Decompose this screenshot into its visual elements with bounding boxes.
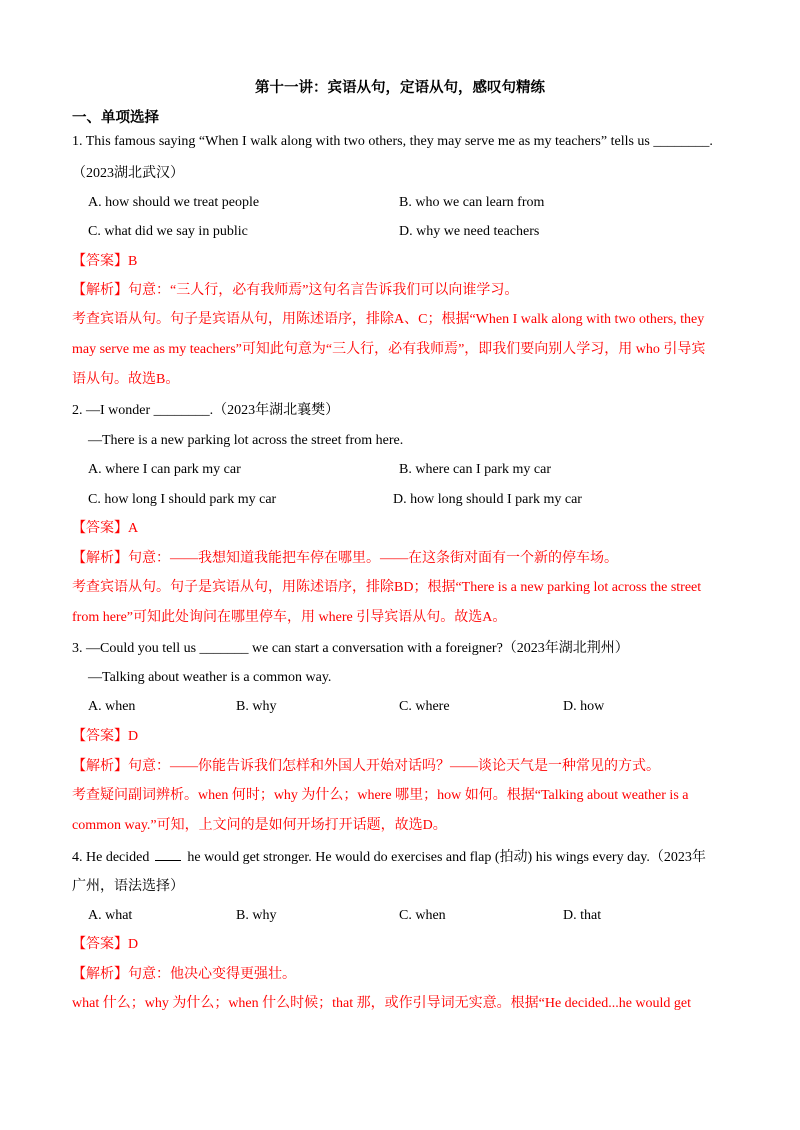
question-4-option-c: C. when [399, 908, 446, 923]
question-3-option-b: B. why [236, 699, 277, 714]
question-3-analysis-line-3: common way.”可知，上文问的是如何开场打开话题，故选D。 [72, 818, 447, 833]
question-1-analysis-line-2: 考查宾语从句。句子是宾语从句，用陈述语序，排除A、C；根据“When I walk along with two others, they [72, 312, 705, 327]
question-4-stem-line-2: 广州，语法选择） [72, 879, 184, 894]
question-2-option-c: C. how long I should park my car [88, 492, 277, 507]
question-2-analysis-line-2: 考查宾语从句。句子是宾语从句，用陈述语序，排除BD；根据“There is a new parking lot across the street [72, 580, 702, 595]
question-3-stem-line-2: —Talking about weather is a common way. [88, 670, 332, 685]
section-heading: 一、单项选择 [72, 110, 159, 126]
question-3-analysis-line-2: 考查疑问副词辨析。when 何时；why 为什么；where 哪里；how 如何。根据“Talking about weather is a [72, 788, 689, 803]
question-4-analysis-line-1: 【解析】句意：他决心变得更强壮。 [72, 967, 296, 982]
question-1-answer: 【答案】B [72, 254, 138, 269]
question-4-answer: 【答案】D [72, 937, 139, 952]
question-1-stem-line-2: （2023湖北武汉） [72, 166, 184, 181]
question-2-answer: 【答案】A [72, 521, 139, 536]
question-2-analysis-line-3: from here”可知此处询问在哪里停车，用 where 引导宾语从句。故选A。 [72, 610, 507, 625]
question-1-option-c: C. what did we say in public [88, 224, 248, 239]
answer-blank [155, 848, 181, 861]
question-4-stem-part-1: 4. He decided [72, 850, 150, 865]
question-1-option-d: D. why we need teachers [399, 224, 540, 239]
question-3-option-a: A. when [88, 699, 136, 714]
question-4-stem-part-2: he would get stronger. He would do exercises and flap (拍动) his wings every day.（2023年 [187, 850, 706, 865]
question-1-option-a: A. how should we treat people [88, 195, 260, 210]
question-4-analysis-line-2: what 什么；why 为什么；when 什么时候；that 那，或作引导词无实意。根据“He decided...he would get [72, 996, 692, 1011]
question-1-stem-line-1: 1. This famous saying “When I walk along with two others, they may serve me as my teachers” tells us ________. [72, 134, 713, 149]
question-4-option-a: A. what [88, 908, 133, 923]
question-2-stem-line-1: 2. —I wonder ________.（2023年湖北襄樊） [72, 403, 340, 418]
question-2-option-b: B. where can I park my car [399, 462, 551, 477]
question-1-analysis-line-1: 【解析】句意：“三人行，必有我师焉”这句名言告诉我们可以向谁学习。 [72, 283, 519, 298]
question-2-analysis-line-1: 【解析】句意：——我想知道我能把车停在哪里。——在这条街对面有一个新的停车场。 [72, 551, 618, 566]
question-2-stem-line-2: —There is a new parking lot across the street from here. [88, 433, 404, 448]
question-4-option-b: B. why [236, 908, 277, 923]
question-3-answer: 【答案】D [72, 729, 139, 744]
question-2-option-d: D. how long should I park my car [393, 492, 582, 507]
question-1-analysis-line-3: may serve me as my teachers”可知此句意为“三人行，必有我师焉”，即我们要向别人学习，用 who 引导宾 [72, 342, 706, 357]
question-4-stem-line-1 [72, 848, 732, 867]
question-3-option-c: C. where [399, 699, 450, 714]
question-3-option-d: D. how [563, 699, 605, 714]
question-1-option-b: B. who we can learn from [399, 195, 545, 210]
question-1-analysis-line-4: 语从句。故选B。 [72, 372, 180, 387]
page-title: 第十一讲：宾语从句，定语从句，感叹句精练 [255, 80, 545, 96]
question-4-option-d: D. that [563, 908, 602, 923]
question-2-option-a: A. where I can park my car [88, 462, 241, 477]
question-3-analysis-line-1: 【解析】句意：——你能告诉我们怎样和外国人开始对话吗？——谈论天气是一种常见的方式。 [72, 759, 660, 774]
question-3-stem-line-1: 3. —Could you tell us _______ we can start a conversation with a foreigner?（2023年湖北荆州） [72, 641, 629, 656]
